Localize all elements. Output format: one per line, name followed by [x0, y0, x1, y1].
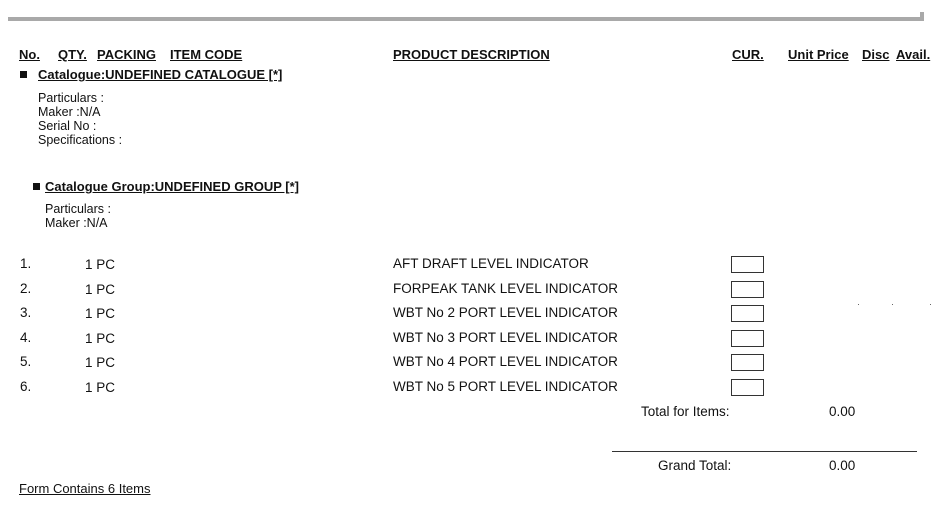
- catalogue-serial: Serial No :: [38, 119, 97, 133]
- form-item-count: Form Contains 6 Items: [19, 481, 151, 496]
- group-particulars: Particulars :: [45, 202, 111, 216]
- row-number: 6.: [20, 379, 32, 394]
- row-number: 4.: [20, 330, 32, 345]
- group-maker: Maker :N/A: [45, 216, 108, 230]
- separator-dot: [930, 304, 931, 305]
- col-no-header: No.: [19, 47, 40, 62]
- currency-input[interactable]: [731, 379, 764, 396]
- total-items-value: 0.00: [829, 404, 856, 419]
- col-item-code-header: ITEM CODE: [170, 47, 243, 62]
- row-description: WBT No 2 PORT LEVEL INDICATOR: [393, 305, 618, 320]
- grand-total-rule: [612, 451, 917, 452]
- row-number: 3.: [20, 305, 32, 320]
- row-number: 5.: [20, 354, 32, 369]
- currency-input[interactable]: [731, 281, 764, 298]
- col-packing-header: PACKING: [97, 47, 156, 62]
- catalogue-bullet-icon: [20, 71, 27, 78]
- row-description: WBT No 4 PORT LEVEL INDICATOR: [393, 354, 618, 369]
- catalogue-particulars: Particulars :: [38, 91, 104, 105]
- row-qty: 1 PC: [85, 306, 116, 321]
- currency-input[interactable]: [731, 305, 764, 322]
- top-divider: [8, 17, 924, 21]
- catalogue-specifications: Specifications :: [38, 133, 123, 147]
- col-qty-header: QTY.: [58, 47, 87, 62]
- grand-total-value: 0.00: [829, 458, 856, 473]
- col-avail-header: Avail.: [896, 47, 931, 62]
- total-items-label: Total for Items:: [641, 404, 730, 419]
- separator-dot: [892, 304, 893, 305]
- row-number: 1.: [20, 256, 32, 271]
- group-title[interactable]: Catalogue Group:UNDEFINED GROUP [*]: [45, 179, 299, 194]
- col-unit-price-header: Unit Price: [788, 47, 849, 62]
- row-qty: 1 PC: [85, 331, 116, 346]
- separator-dot: [858, 304, 859, 305]
- currency-input[interactable]: [731, 330, 764, 347]
- row-qty: 1 PC: [85, 380, 116, 395]
- currency-input[interactable]: [731, 354, 764, 371]
- row-description: WBT No 5 PORT LEVEL INDICATOR: [393, 379, 618, 394]
- top-divider-end: [920, 12, 924, 21]
- row-qty: 1 PC: [85, 282, 116, 297]
- catalogue-maker: Maker :N/A: [38, 105, 101, 119]
- row-description: FORPEAK TANK LEVEL INDICATOR: [393, 281, 619, 296]
- grand-total-label: Grand Total:: [658, 458, 732, 473]
- row-number: 2.: [20, 281, 32, 296]
- col-description-header: PRODUCT DESCRIPTION: [393, 47, 550, 62]
- col-cur-header: CUR.: [732, 47, 764, 62]
- row-description: AFT DRAFT LEVEL INDICATOR: [393, 256, 589, 271]
- group-bullet-icon: [33, 183, 40, 190]
- row-qty: 1 PC: [85, 355, 116, 370]
- currency-input[interactable]: [731, 256, 764, 273]
- row-qty: 1 PC: [85, 257, 116, 272]
- col-disc-header: Disc: [862, 47, 890, 62]
- row-description: WBT No 3 PORT LEVEL INDICATOR: [393, 330, 618, 345]
- catalogue-title[interactable]: Catalogue:UNDEFINED CATALOGUE [*]: [38, 67, 283, 82]
